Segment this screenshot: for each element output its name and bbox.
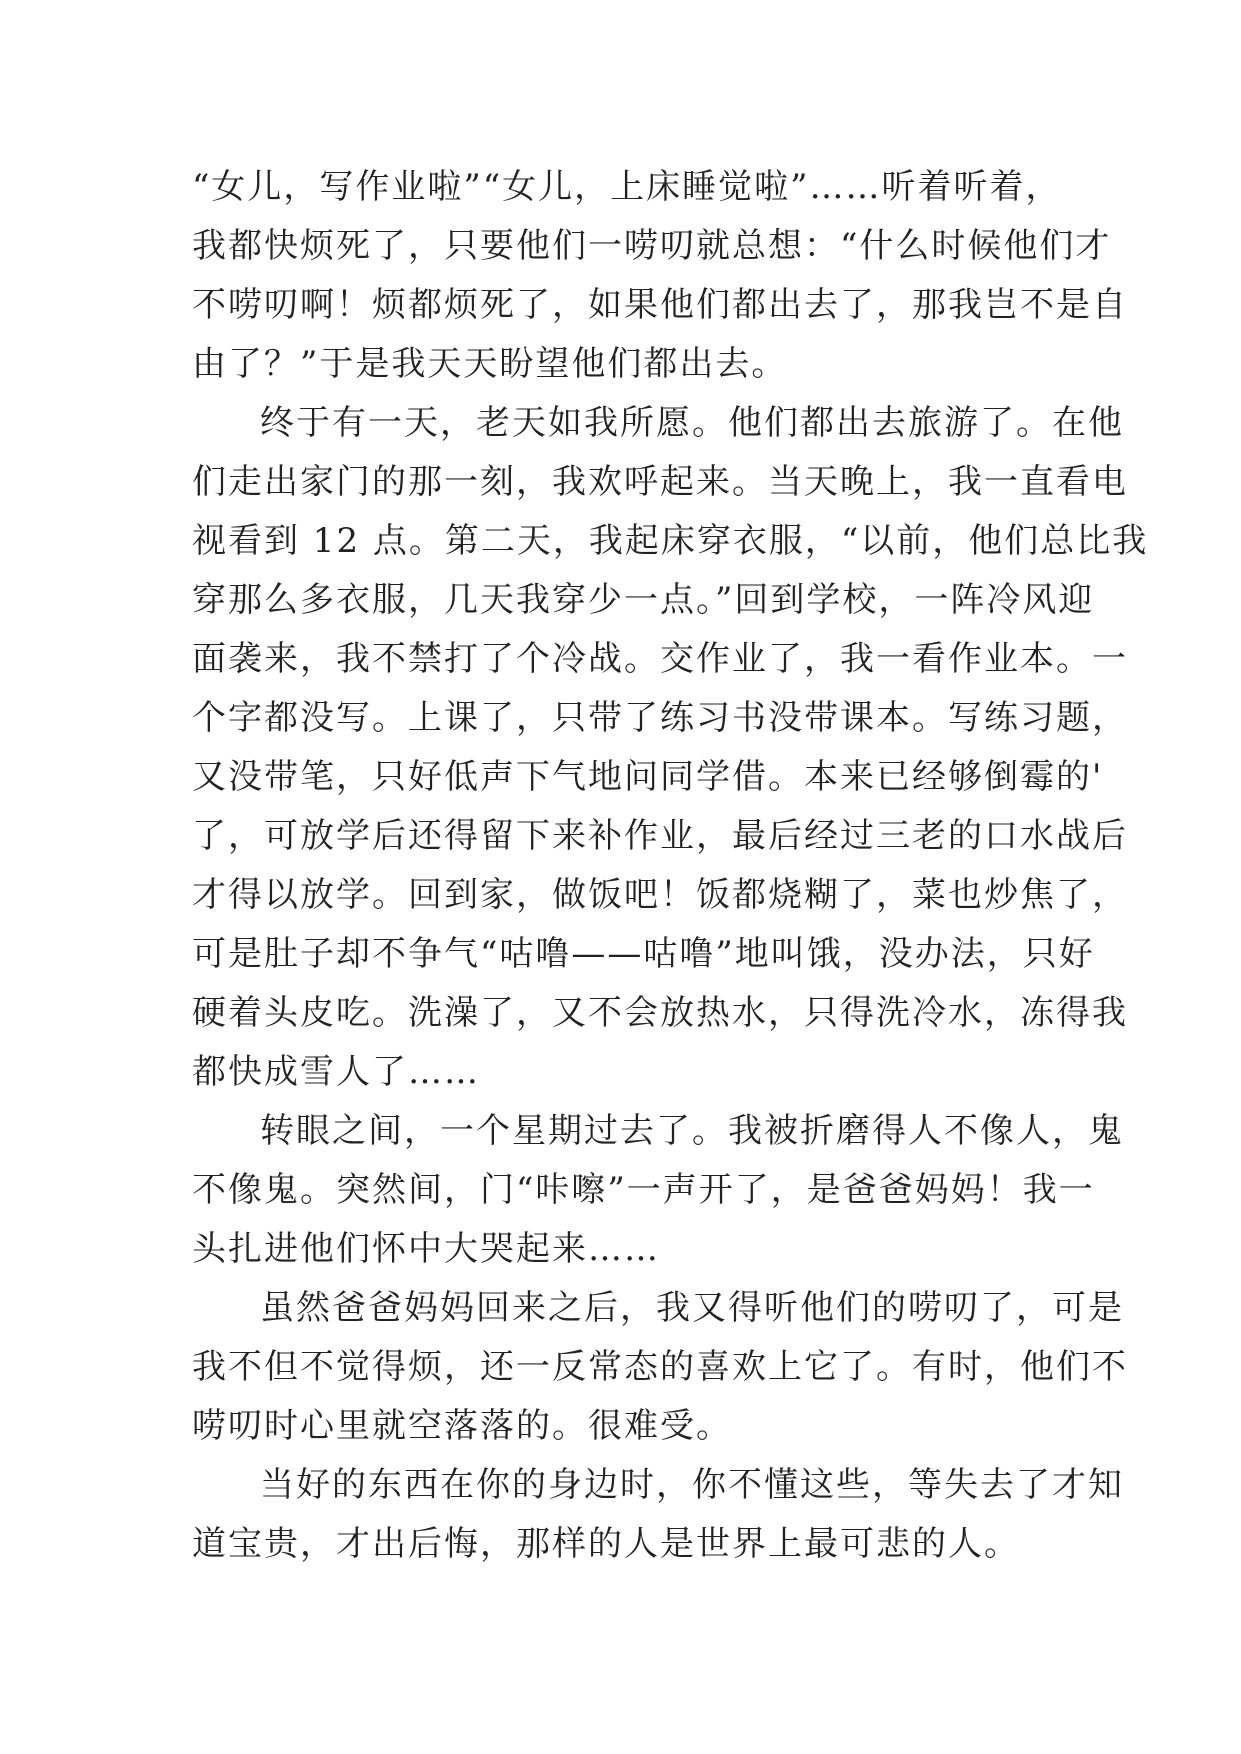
text-line: 我都快烦死了，只要他们一唠叨就总想：“什么时候他们才: [192, 226, 1112, 266]
paragraph-first-line: 当好的东西在你的身边时，你不懂这些，等失去了才知: [260, 1465, 1124, 1505]
text-line: 穿那么多衣服，几天我穿少一点。”回到学校，一阵冷风迎: [192, 580, 1095, 620]
paragraph-first-line: 终于有一天，老天如我所愿。他们都出去旅游了。在他: [260, 403, 1124, 443]
text-line: 不像鬼。突然间，门“咔嚓”一声开了，是爸爸妈妈！我一: [192, 1170, 1095, 1210]
essay-body: [192, 158, 1149, 1574]
paragraph-first-line: 转眼之间，一个星期过去了。我被折磨得人不像人，鬼: [260, 1111, 1124, 1151]
text-line: 都快成雪人了……: [192, 1052, 480, 1092]
text-line: 视看到 12 点。第二天，我起床穿衣服，“以前，他们总比我: [192, 521, 1149, 561]
text-line: 唠叨时心里就空落落的。很难受。: [192, 1406, 732, 1446]
text-line: 头扎进他们怀中大哭起来……: [192, 1229, 660, 1269]
text-line: 了，可放学后还得留下来补作业，最后经过三老的口水战后: [192, 816, 1128, 856]
text-line: 面袭来，我不禁打了个冷战。交作业了，我一看作业本。一: [192, 639, 1128, 679]
text-line: 们走出家门的那一刻，我欢呼起来。当天晚上，我一直看电: [192, 462, 1128, 502]
text-line: 可是肚子却不争气“咕噜——咕噜”地叫饿，没办法，只好: [192, 934, 1095, 974]
paragraph-first-line: 虽然爸爸妈妈回来之后，我又得听他们的唠叨了，可是: [260, 1288, 1124, 1328]
text-line: 不唠叨啊！烦都烦死了，如果他们都出去了，那我岂不是自: [192, 285, 1128, 325]
text-line: 由了？”于是我天天盼望他们都出去。: [192, 344, 788, 384]
text-line: “女儿，写作业啦”“女儿，上床睡觉啦”……听着听着，: [192, 167, 1062, 207]
text-line: 又没带笔，只好低声下气地问同学借。本来已经够倒霉的': [192, 757, 1104, 797]
text-line: 我不但不觉得烦，还一反常态的喜欢上它了。有时，他们不: [192, 1347, 1128, 1387]
text-line: 道宝贵，才出后悔，那样的人是世界上最可悲的人。: [192, 1524, 1020, 1564]
text-line: 个字都没写。上课了，只带了练习书没带课本。写练习题，: [192, 698, 1128, 738]
text-line: 才得以放学。回到家，做饭吧！饭都烧糊了，菜也炒焦了，: [192, 875, 1128, 915]
text-line: 硬着头皮吃。洗澡了，又不会放热水，只得洗冷水，冻得我: [192, 993, 1128, 1033]
